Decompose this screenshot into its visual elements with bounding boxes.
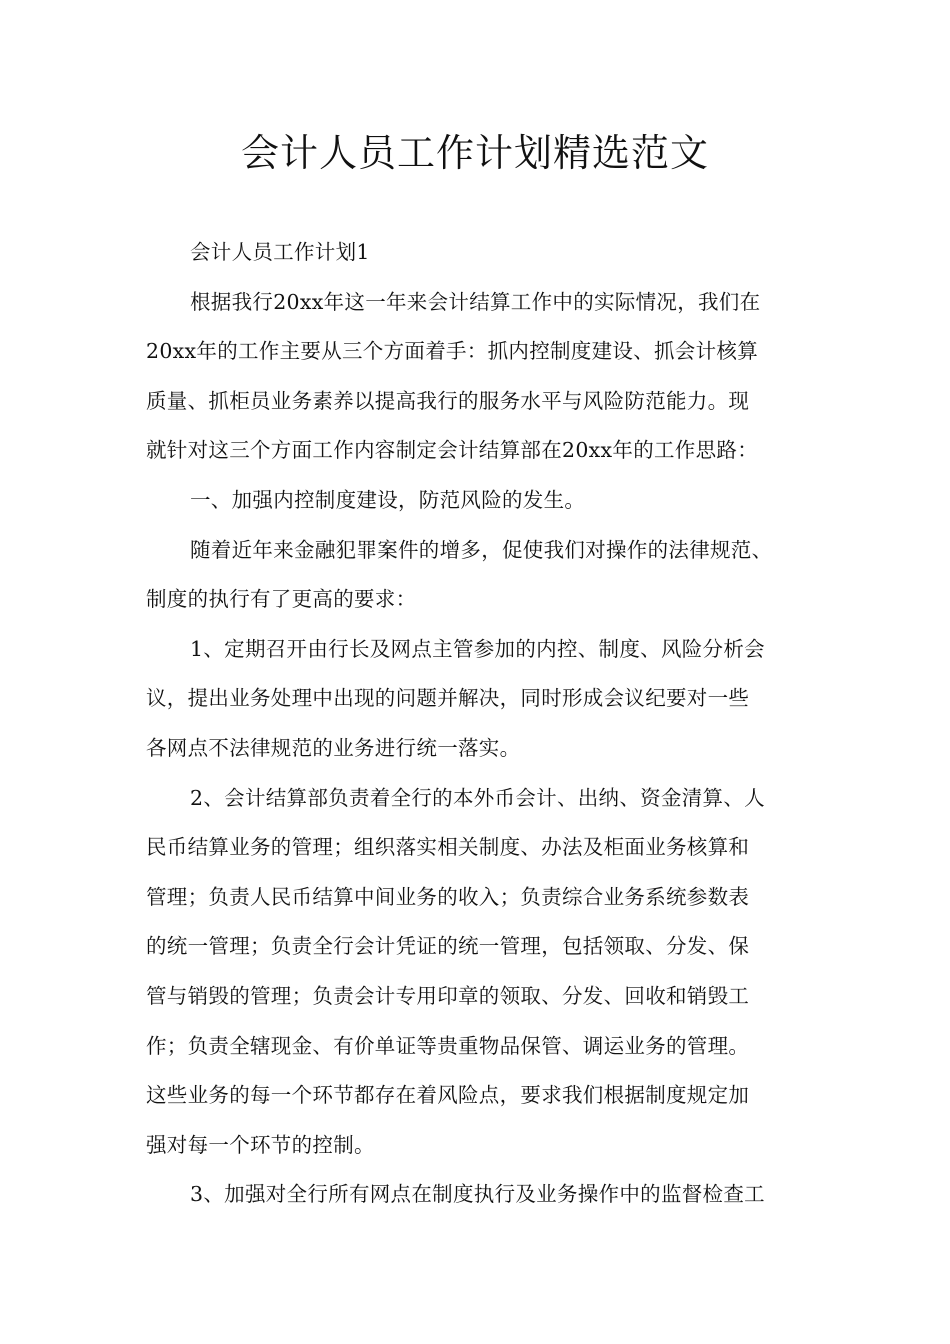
text-line: 一、加强内控制度建设，防范风险的发生。: [190, 487, 586, 512]
text-line: 根据我行20xx年这一年来会计结算工作中的实际情况，我们在: [190, 289, 761, 314]
text-line: 2、会计结算部负责着全行的本外币会计、出纳、资金清算、人: [190, 785, 765, 810]
text-line: 作；负责全辖现金、有价单证等贵重物品保管、调运业务的管理。: [146, 1033, 750, 1058]
document-body: [146, 228, 836, 1220]
text-line: 1、定期召开由行长及网点主管参加的内控、制度、风险分析会: [190, 636, 765, 661]
text-line: 管与销毁的管理；负责会计专用印章的领取、分发、回收和销毁工: [146, 983, 750, 1008]
text-line: 议，提出业务处理中出现的问题并解决，同时形成会议纪要对一些: [146, 686, 750, 711]
text-line: 随着近年来金融犯罪案件的增多，促使我们对操作的法律规范、: [190, 537, 773, 562]
document-title: 会计人员工作计划精选范文: [240, 131, 709, 175]
text-line: 民币结算业务的管理；组织落实相关制度、办法及柜面业务核算和: [146, 835, 750, 860]
text-line: 3、加强对全行所有网点在制度执行及业务操作中的监督检查工: [190, 1182, 765, 1207]
text-line: 质量、抓柜员业务素养以提高我行的服务水平与风险防范能力。现: [146, 388, 750, 413]
text-line: 各网点不法律规范的业务进行统一落实。: [146, 735, 521, 760]
text-line: 这些业务的每一个环节都存在着风险点，要求我们根据制度规定加: [146, 1083, 750, 1108]
text-lines: [146, 228, 836, 1220]
text-line: 制度的执行有了更高的要求：: [146, 587, 417, 612]
text-line: 强对每一个环节的控制。: [146, 1132, 375, 1157]
text-line: 会计人员工作计划1: [190, 240, 370, 264]
text-line: 就针对这三个方面工作内容制定会计结算部在20xx年的工作思路：: [146, 438, 759, 463]
text-line: 20xx年的工作主要从三个方面着手：抓内控制度建设、抓会计核算: [146, 339, 759, 364]
text-line: 管理；负责人民币结算中间业务的收入；负责综合业务系统参数表: [146, 884, 750, 909]
text-line: 的统一管理；负责全行会计凭证的统一管理，包括领取、分发、保: [146, 934, 750, 959]
